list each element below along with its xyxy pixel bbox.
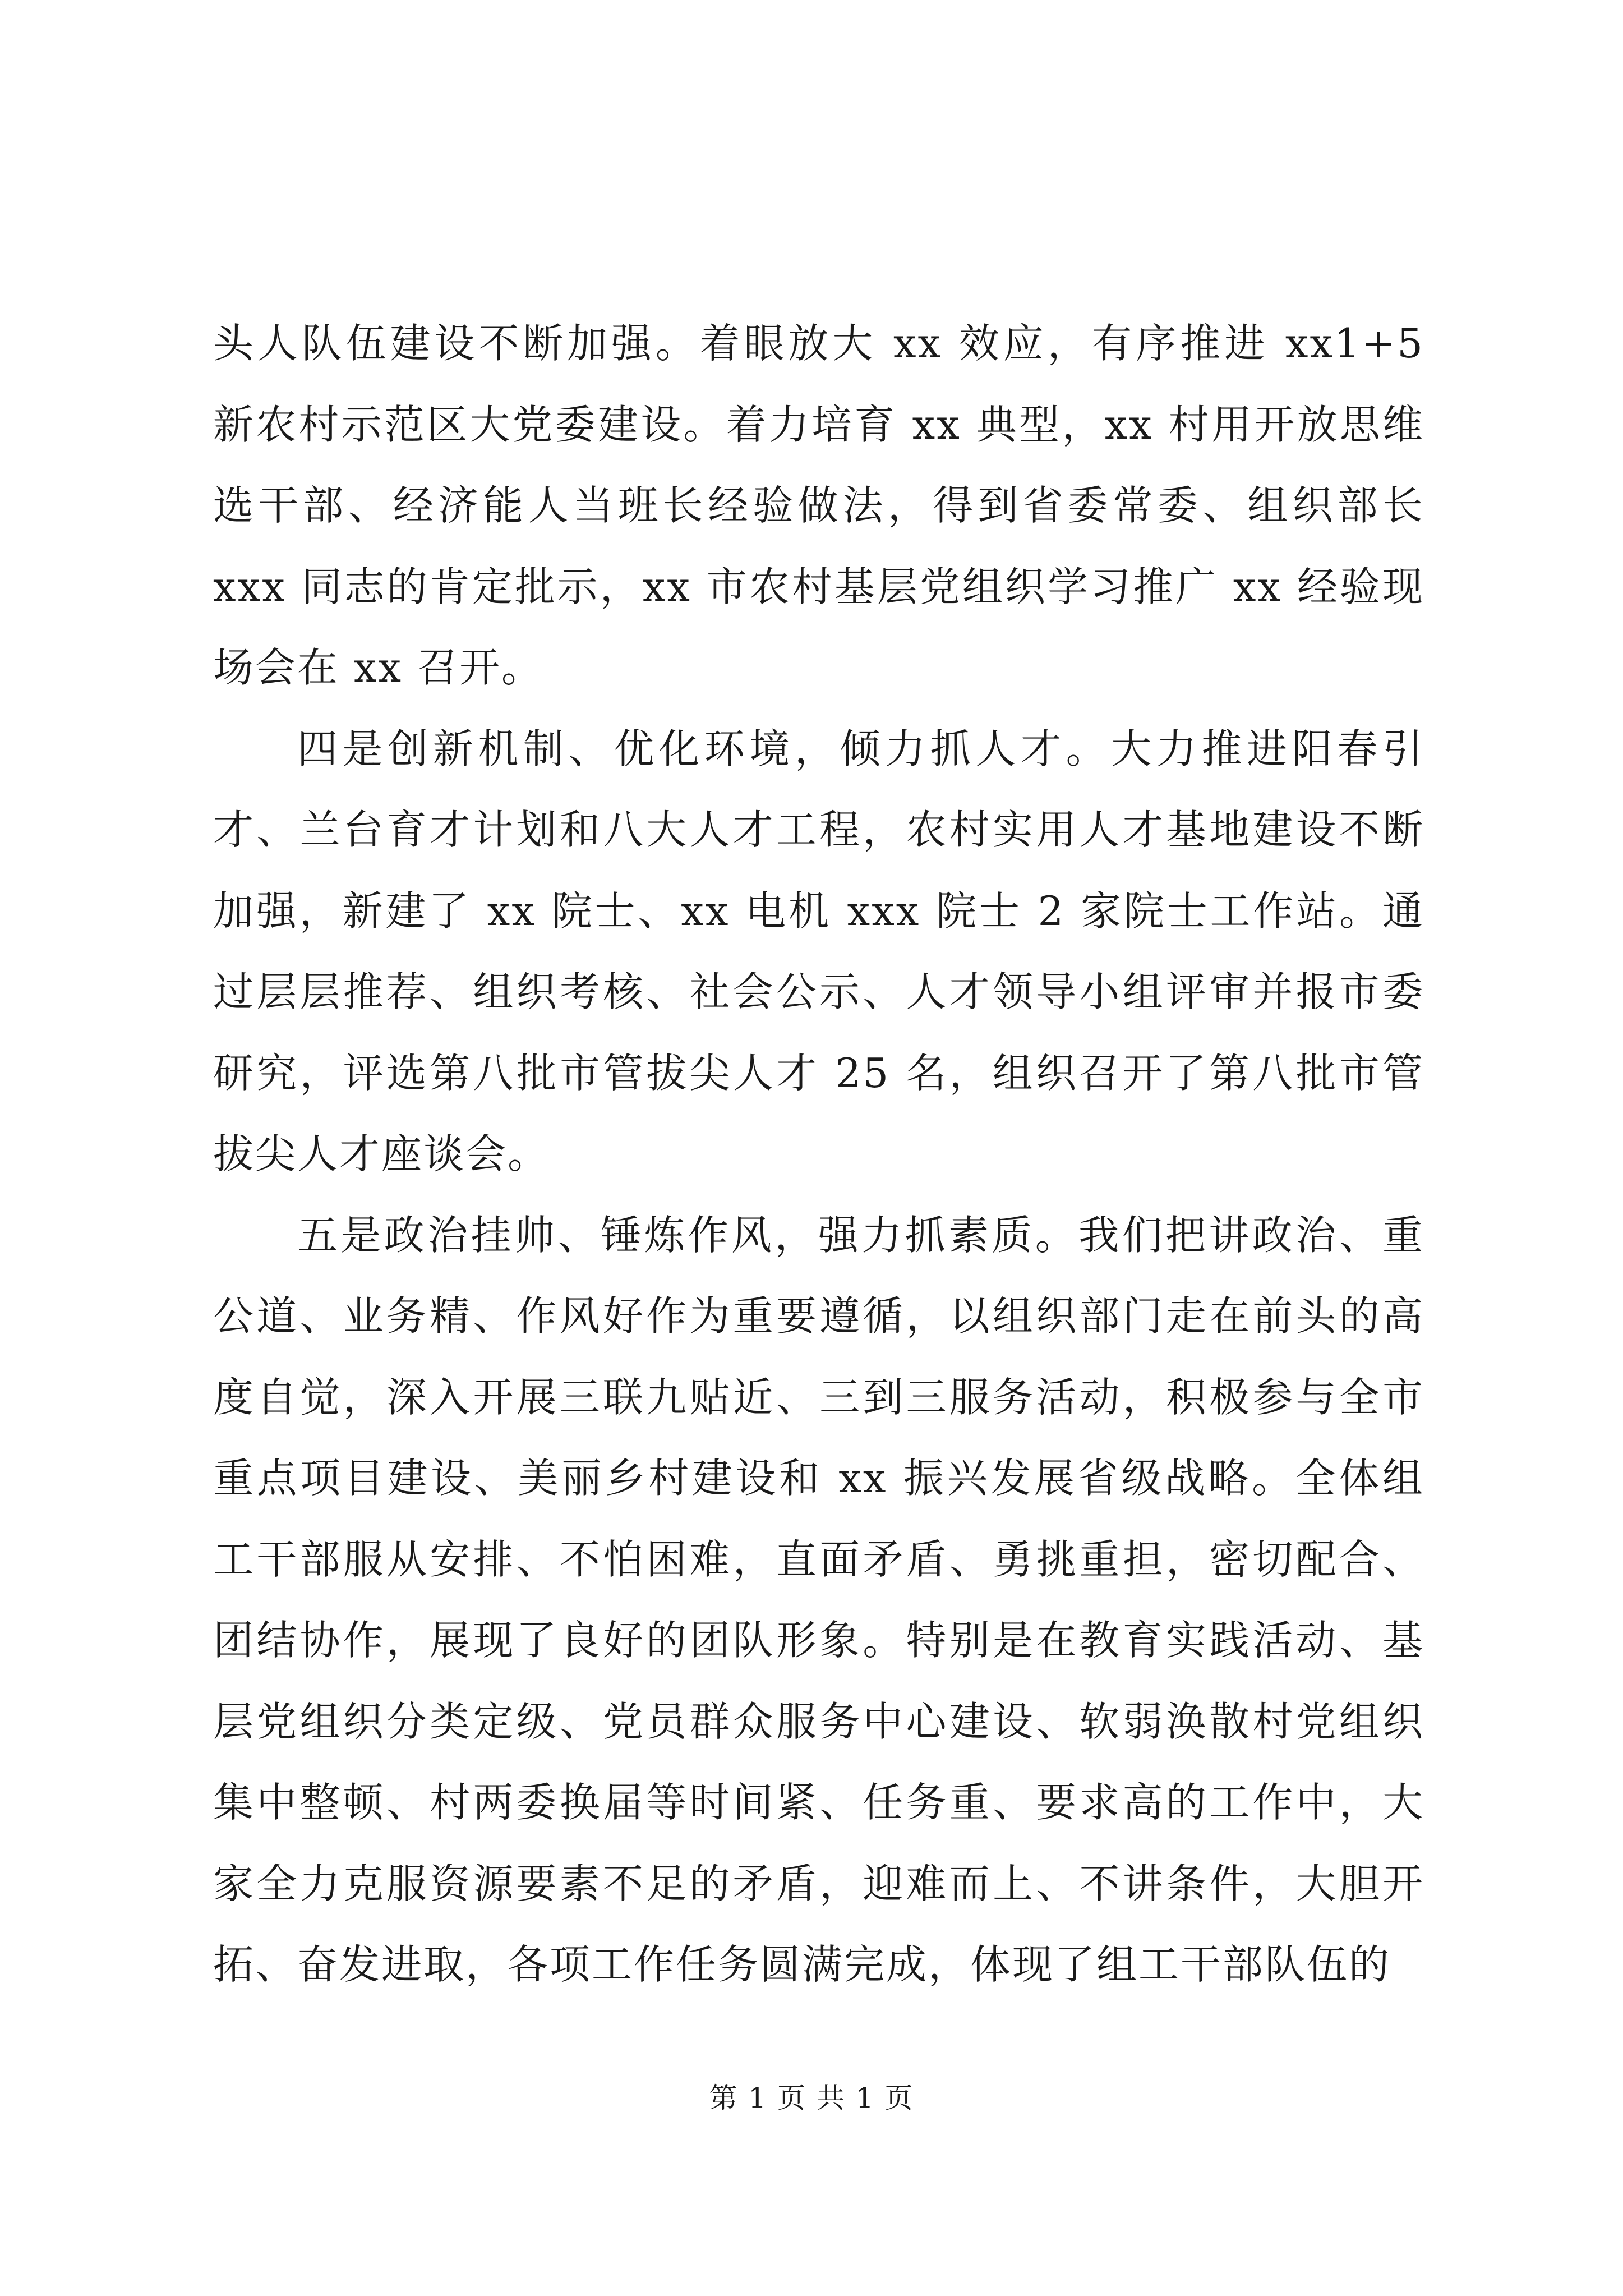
page-footer: 第 1 页 共 1 页 [709,2082,914,2114]
document-body [213,303,1424,2005]
paragraph-continued: 头人队伍建设不断加强。着眼放大 xx 效应，有序推进 xx1+5 新农村示范区大党委建设。着力培育 xx 典型，xx 村用开放思维选干部、经济能人当班长经验做法，得到省委常委、组织部长 xxx 同志的肯定批示，xx 市农村基层党组织学习推广 xx 经验现场会在 xx 召开。 [213,320,1424,691]
paragraph-quality: 五是政治挂帅、锤炼作风，强力抓素质。我们把讲政治、重公道、业务精、作风好作为重要遵循，以组织部门走在前头的高度自觉，深入开展三联九贴近、三到三服务活动，积极参与全市重点项目建设、美丽乡村建设和 xx 振兴发展省级战略。全体组工干部服从安排、不怕困难，直面矛盾、勇挑重担，密切配合、团结协作，展现了良好的团队形象。特别是在教育实践活动、基层党组织分类定级、党员群众服务中心建设、软弱涣散村党组织集中整顿、村两委换届等时间紧、任务重、要求高的工作中，大家全力克服资源要素不足的矛盾，迎难而上、不讲条件，大胆开拓、奋发进取，各项工作任务圆满完成，体现了组工干部队伍的 [213,1211,1424,1988]
paragraph-talent: 四是创新机制、优化环境，倾力抓人才。大力推进阳春引才、兰台育才计划和八大人才工程，农村实用人才基地建设不断加强，新建了 xx 院士、xx 电机 xxx 院士 2 家院士工作站。通过层层推荐、组织考核、社会公示、人才领导小组评审并报市委研究，评选第八批市管拔尖人才 25 名，组织召开了第八批市管拔尖人才座谈会。 [213,725,1424,1177]
